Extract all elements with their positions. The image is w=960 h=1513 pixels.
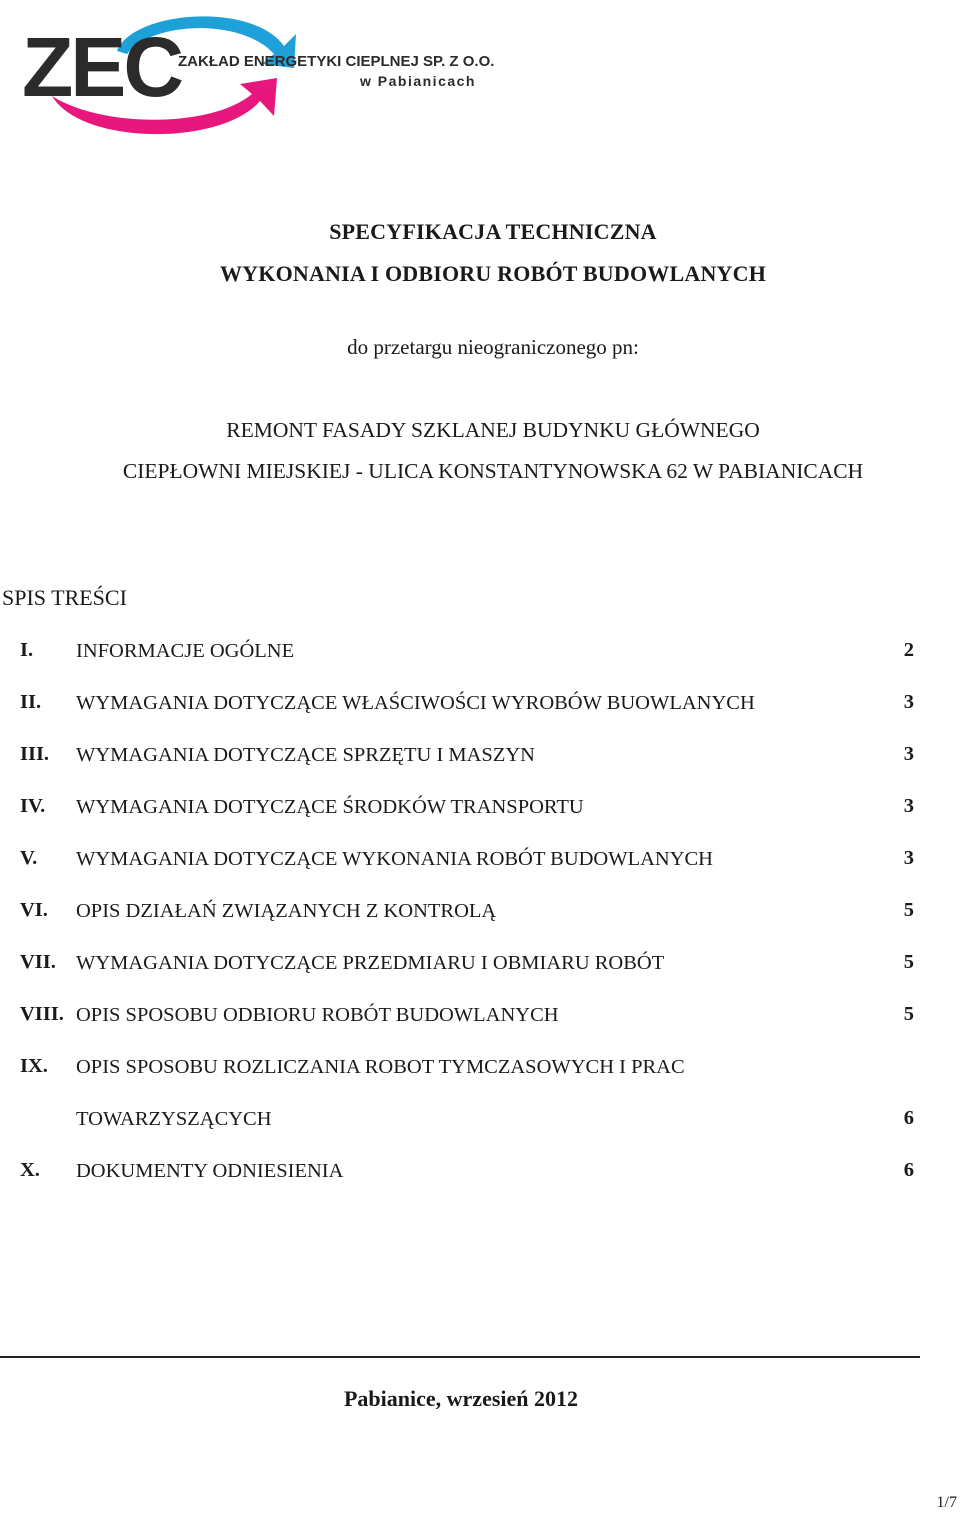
logo-abbr: ZEC: [22, 20, 181, 114]
logo-company-line2: w Pabianicach: [360, 73, 476, 89]
toc-item-title: OPIS SPOSOBU ROZLICZANIA ROBOT TYMCZASOWYCH I PRAC TOWARZYSZĄCYCH: [76, 1056, 685, 1130]
toc-item-page: 5: [903, 899, 914, 921]
toc-item-number: VII.: [20, 951, 56, 973]
toc-item-page: 5: [903, 951, 914, 973]
toc-item-title: INFORMACJE OGÓLNE: [76, 640, 295, 662]
doc-title-line1: SPECYFIKACJA TECHNICZNA: [329, 219, 657, 244]
footer-divider: [0, 1356, 920, 1358]
project-name-line1: REMONT FASADY SZKLANEJ BUDYNKU GŁÓWNEGO: [226, 418, 760, 442]
toc-item-title: WYMAGANIA DOTYCZĄCE WYKONANIA ROBÓT BUDOWLANYCH: [76, 848, 713, 870]
toc-item-number: III.: [20, 743, 50, 765]
doc-subtitle: do przetargu nieograniczonego pn:: [347, 335, 639, 359]
toc-item-page: 3: [903, 691, 914, 713]
toc-item-title: WYMAGANIA DOTYCZĄCE SPRZĘTU I MASZYN: [76, 744, 535, 766]
toc-item-title: DOKUMENTY ODNIESIENIA: [76, 1160, 344, 1182]
toc-item-page: 3: [903, 743, 914, 765]
toc-item-title: OPIS SPOSOBU ODBIORU ROBÓT BUDOWLANYCH: [76, 1004, 559, 1026]
toc-item-title: WYMAGANIA DOTYCZĄCE WŁAŚCIWOŚCI WYROBÓW BUOWLANYCH: [76, 692, 755, 714]
logo-company-line1: ZAKŁAD ENERGETYKI CIEPLNEJ SP. Z O.O.: [178, 53, 495, 70]
toc-item-page: 6: [903, 1107, 914, 1129]
toc-item-number: VI.: [20, 899, 48, 921]
toc-item-number: IX.: [20, 1055, 48, 1077]
page-number: 1/7: [936, 1494, 957, 1511]
toc-item-page: 2: [903, 639, 914, 661]
toc-item-number: V.: [20, 847, 38, 869]
project-name-line2: CIEPŁOWNI MIEJSKIEJ - ULICA KONSTANTYNOWSKA 62 W PABIANICACH: [122, 459, 864, 483]
toc-item-page: 3: [903, 795, 914, 817]
table-of-contents: [0, 636, 960, 1208]
toc-item-title: WYMAGANIA DOTYCZĄCE PRZEDMIARU I OBMIARU ROBÓT: [76, 952, 665, 974]
toc-item: [0, 1052, 960, 1156]
toc-item-page: 5: [903, 1003, 914, 1025]
toc-item-number: X.: [20, 1159, 40, 1181]
toc-item-page: 6: [903, 1159, 914, 1181]
doc-title-line2: WYKONANIA I ODBIORU ROBÓT BUDOWLANYCH: [219, 261, 767, 286]
toc-item-title: WYMAGANIA DOTYCZĄCE ŚRODKÓW TRANSPORTU: [76, 796, 584, 818]
toc-item-number: VIII.: [20, 1003, 64, 1025]
toc-item-number: I.: [20, 639, 34, 661]
toc-item-page: 3: [903, 847, 914, 869]
toc-item: [0, 1156, 960, 1208]
toc-item-number: II.: [20, 691, 42, 713]
toc-item-title: OPIS DZIAŁAŃ ZWIĄZANYCH Z KONTROLĄ: [76, 900, 497, 922]
place-and-date: Pabianice, wrzesień 2012: [343, 1386, 579, 1411]
toc-heading: SPIS TREŚCI: [2, 585, 127, 610]
company-logo: [22, 6, 497, 138]
toc-item-number: IV.: [20, 795, 46, 817]
